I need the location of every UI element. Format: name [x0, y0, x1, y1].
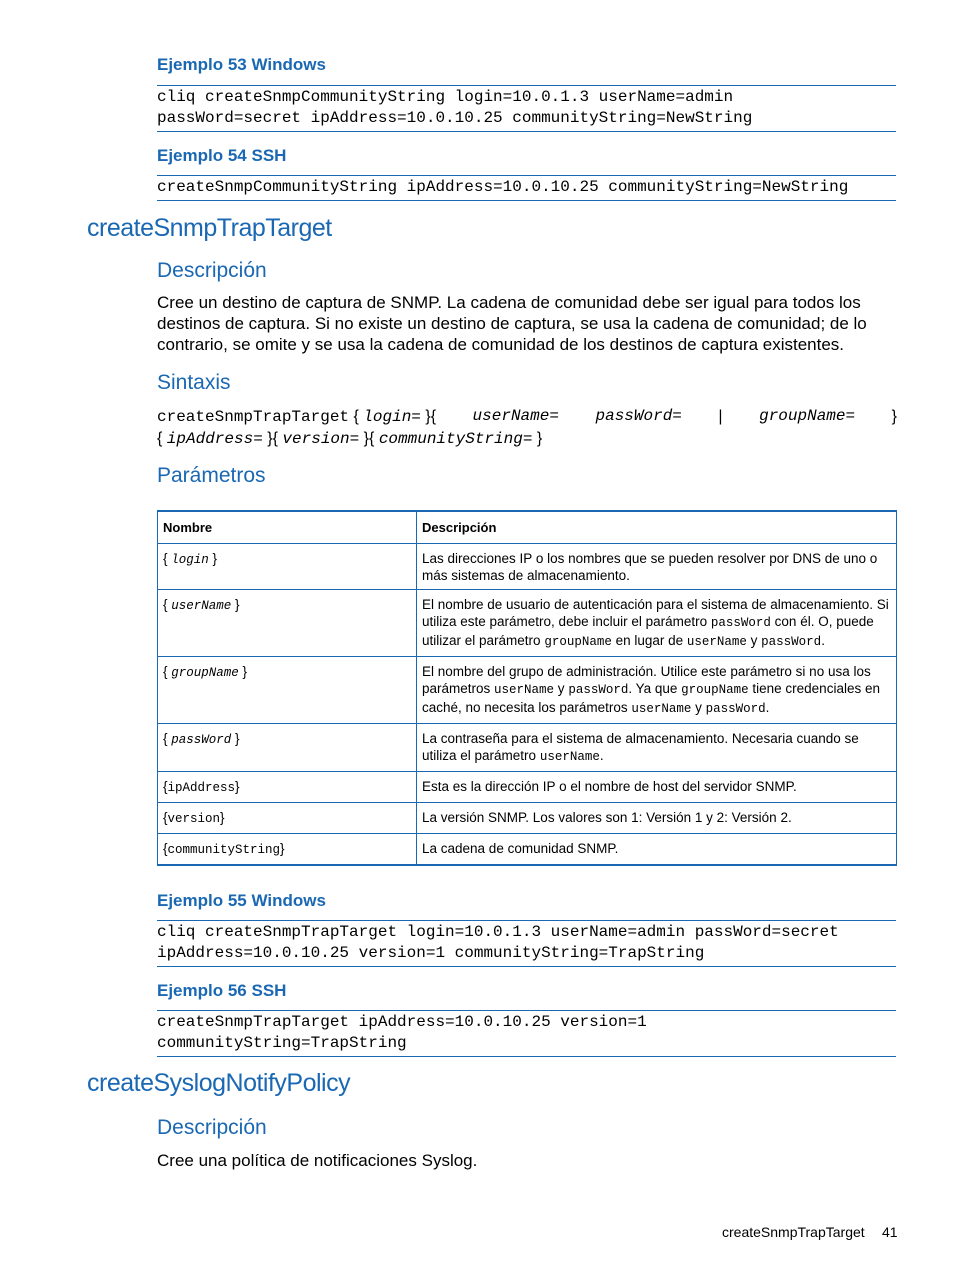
brace: } [231, 597, 240, 612]
table-header-row [158, 511, 897, 544]
example-55-title: Ejemplo 55 Windows [157, 891, 326, 910]
brace: { [163, 551, 172, 566]
syslog-description-text: Cree una política de notificaciones Syslog. [157, 1151, 478, 1170]
description-text: La versión SNMP. Los valores son 1: Versión 1 y 2: Versión 2. [422, 810, 792, 825]
description-text: Las direcciones IP o los nombres que se pueden resolver por DNS de uno o más sistemas de almacenamiento. [422, 551, 878, 583]
brace: { [369, 430, 375, 447]
table-row [158, 544, 897, 590]
table-row [158, 657, 897, 724]
brace: } [267, 430, 273, 447]
inline-code: userName [686, 635, 747, 649]
description-heading: Descripción [157, 259, 267, 282]
example-53-title: Ejemplo 53 Windows [157, 55, 326, 74]
code-line: ipAddress=10.0.10.25 version=1 communityString=TrapString [157, 944, 705, 962]
param-name-cell [158, 834, 417, 866]
param-name: groupName [171, 666, 239, 680]
inline-code: groupName [681, 683, 749, 697]
inline-code: passWord [568, 683, 629, 697]
param-description-cell [417, 724, 897, 772]
brace: { [163, 664, 172, 679]
description-text: La cadena de comunidad SNMP. [422, 841, 619, 856]
param-description-cell [417, 590, 897, 657]
page-number: 41 [882, 1224, 898, 1240]
param-description-cell [417, 834, 897, 866]
description-text: . [821, 633, 825, 648]
param-name-cell [158, 724, 417, 772]
param-name: ipAddress [167, 781, 236, 795]
example-56-title: Ejemplo 56 SSH [157, 981, 287, 1000]
code-line: cliq createSnmpTrapTarget login=10.0.1.3 userName=admin passWord=secret [157, 923, 839, 941]
syntax-line-2 [157, 428, 897, 450]
syntax-password: passWord= [595, 407, 682, 425]
brace: } [238, 664, 248, 679]
inline-code: userName [494, 683, 555, 697]
description-text: Cree un destino de captura de SNMP. La cadena de comunidad debe ser igual para todos los destinos de captura. Si no existe un destino de captura, se usa la cadena de comunidad; de lo contrario, se omite y se usa la cadena de comunidad de los destinos de captura existentes. [157, 293, 867, 354]
syntax-login: login= [363, 408, 421, 426]
brace: } [220, 810, 225, 825]
description-text: Esta es la dirección IP o el nombre de host del servidor SNMP. [422, 779, 797, 794]
param-name: version [167, 812, 221, 826]
param-description-cell [417, 772, 897, 803]
syntax-version: version= [282, 430, 360, 448]
example-55-code [157, 920, 896, 967]
param-name: communityString [167, 843, 281, 857]
brace: { [430, 408, 437, 425]
param-name-cell [158, 544, 417, 590]
brace: } [536, 430, 543, 447]
example-54-code [157, 175, 896, 201]
code-line: communityString=TrapString [157, 1034, 407, 1052]
param-name: userName [171, 599, 232, 613]
code-line: passWord=secret ipAddress=10.0.10.25 communityString=NewString [157, 109, 753, 127]
example-56-code [157, 1010, 896, 1057]
description-text: con él. O, puede utilizar el parámetro [422, 614, 874, 648]
param-name-cell [158, 803, 417, 834]
param-description-cell [417, 544, 897, 590]
example-54-title: Ejemplo 54 SSH [157, 146, 287, 165]
param-name: login [171, 553, 209, 567]
param-description-cell [417, 657, 897, 724]
parameters-heading: Parámetros [157, 464, 266, 487]
param-name: passWord [171, 733, 232, 747]
syntax-command: createSnmpTrapTarget [157, 408, 350, 426]
param-description-cell [417, 803, 897, 834]
syntax-block [157, 406, 897, 450]
inline-code: userName [631, 702, 692, 716]
table-row [158, 834, 897, 866]
parameters-table [157, 510, 897, 866]
code-line: cliq createSnmpCommunityString login=10.0.1.3 userName=admin [157, 88, 734, 106]
description-text: en lugar de [611, 633, 687, 648]
inline-code: passWord [710, 616, 771, 630]
table-row [158, 724, 897, 772]
description-text: y [554, 681, 569, 696]
brace: { [163, 597, 172, 612]
description-text: El nombre del grupo de administración. Utilice este parámetro si no usa los parámetros [422, 664, 871, 696]
syntax-ipaddress: ipAddress= [166, 430, 263, 448]
inline-code: passWord [761, 635, 822, 649]
code-line: createSnmpTrapTarget ipAddress=10.0.10.25 version=1 [157, 1013, 647, 1031]
param-name-cell [158, 772, 417, 803]
brace: } [231, 731, 240, 746]
code-line: createSnmpCommunityString ipAddress=10.0.10.25 communityString=NewString [157, 178, 849, 196]
syntax-groupname: groupName= [759, 407, 856, 425]
description-text: . Ya que [628, 681, 682, 696]
description-text: y [691, 700, 706, 715]
inline-code: userName [539, 750, 600, 764]
table-row [158, 590, 897, 657]
brace: { [272, 430, 278, 447]
brace: } [891, 408, 897, 425]
footer-section-name: createSnmpTrapTarget [722, 1224, 865, 1240]
brace: { [353, 408, 359, 425]
table-row [158, 772, 897, 803]
inline-code: groupName [544, 635, 612, 649]
brace: { [157, 430, 163, 447]
brace: } [363, 430, 370, 447]
brace: } [425, 408, 431, 425]
syslog-description-heading: Descripción [157, 1116, 267, 1139]
section-heading-syslog: createSyslogNotifyPolicy [87, 1069, 351, 1097]
brace: } [208, 551, 218, 566]
example-53-code [157, 85, 896, 132]
syntax-bar: | [718, 408, 723, 425]
description-text: El nombre de usuario de autenticación para el sistema de almacenamiento. Si utiliza este parámetro, debe incluir el parámetro [422, 597, 889, 629]
table-row [158, 803, 897, 834]
description-text: La contraseña para el sistema de almacenamiento. Necesaria cuando se utiliza el parámetro [422, 731, 859, 763]
description-text: . [765, 700, 770, 715]
brace: { [163, 841, 168, 856]
param-name-cell [158, 590, 417, 657]
brace: { [163, 731, 172, 746]
syntax-username: userName= [472, 407, 559, 425]
brace: } [280, 841, 285, 856]
description-text: y [746, 633, 762, 648]
param-name-cell [158, 657, 417, 724]
table-body [158, 544, 897, 866]
section-heading-trap: createSnmpTrapTarget [87, 214, 332, 242]
brace: } [235, 779, 240, 794]
description-text: tiene credenciales en caché, no necesita los parámetros [422, 681, 880, 715]
column-header-name: Nombre [158, 511, 417, 544]
inline-code: passWord [705, 702, 766, 716]
syntax-community: communityString= [378, 430, 533, 448]
syntax-heading: Sintaxis [157, 371, 231, 394]
brace: { [163, 779, 168, 794]
description-text: . [599, 748, 604, 763]
column-header-description: Descripción [417, 511, 897, 544]
syntax-line-1 [157, 406, 897, 428]
brace: { [163, 810, 168, 825]
